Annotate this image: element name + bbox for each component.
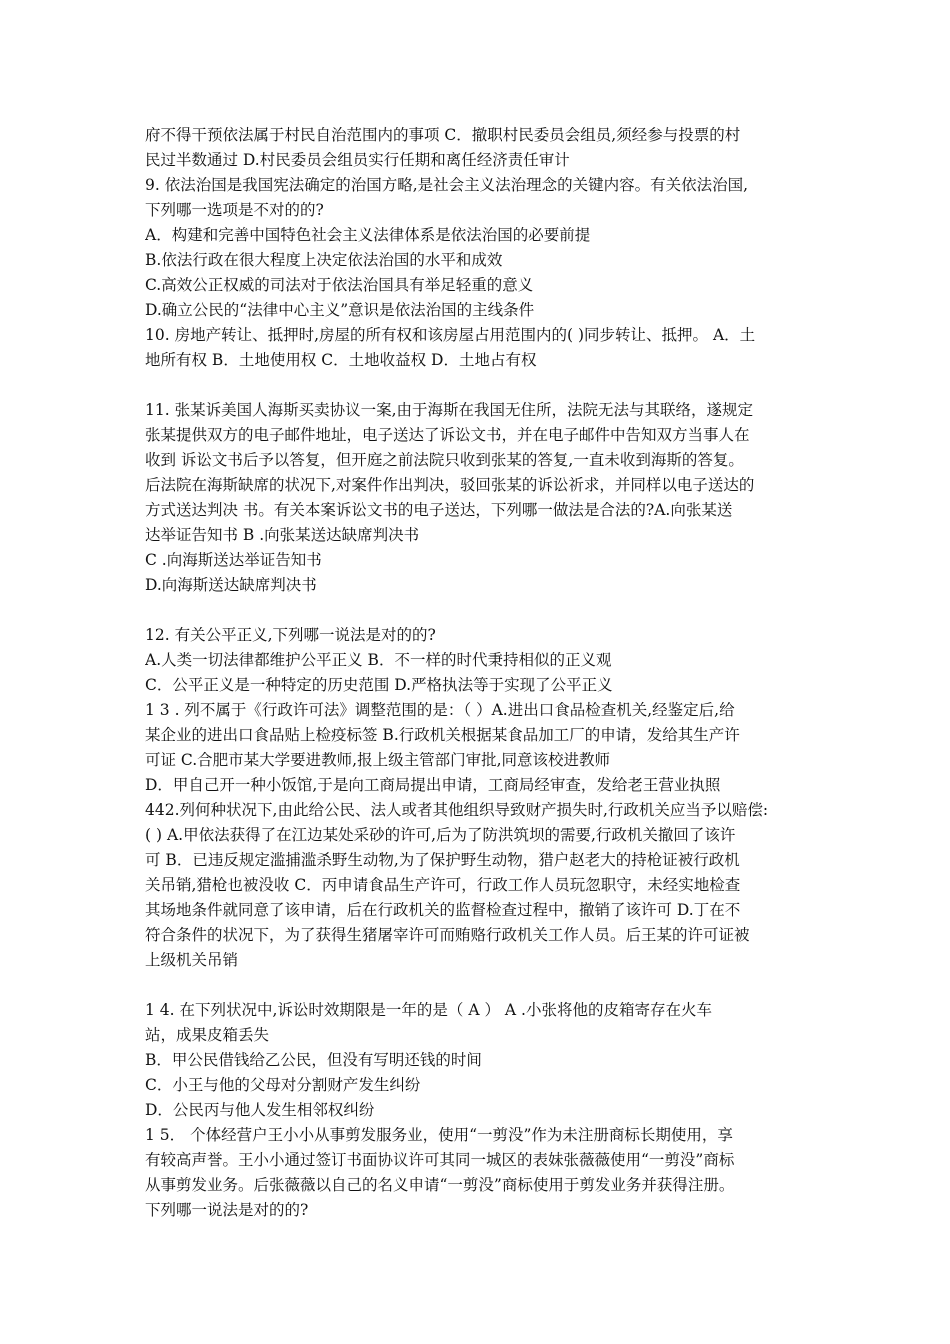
text-line: 收到 诉讼文书后予以答复，但开庭之前法院只收到张某的答复,一直未收到海斯的答复。	[145, 451, 744, 469]
text-line: 后法院在海斯缺席的状况下,对案件作出判决，驳回张某的诉讼祈求，并同样以电子送达的	[145, 476, 755, 494]
text-line: C .向海斯送达举证告知书	[145, 551, 322, 569]
text-line: 442.列何种状况下,由此给公民、法人或者其他组织导致财产损失时,行政机关应当予以赔偿:	[145, 801, 769, 819]
text-line: 民过半数通过 D.村民委员会组员实行任期和离任经济责任审计	[145, 151, 570, 169]
text-line: 下列哪一选项是不对的的?	[145, 201, 324, 219]
text-line: 从事剪发业务。后张薇薇以自己的名义申请“一剪没”商标使用于剪发业务并获得注册。	[145, 1176, 735, 1194]
text-line: A.人类一切法律都维护公平正义 B．不一样的时代秉持相似的正义观	[145, 651, 612, 669]
text-line: 有较高声誉。王小小通过签订书面协议许可其同一城区的表妹张薇薇使用“一剪没”商标	[145, 1151, 735, 1169]
text-line: 某企业的进出口食品贴上检疫标签 B.行政机关根据某食品加工厂的申请，发给其生产许	[145, 726, 740, 744]
blank-line	[145, 598, 810, 623]
text-line: 张某提供双方的电子邮件地址，电子送达了诉讼文书，并在电子邮件中告知双方当事人在	[145, 426, 750, 444]
text-line: 1 5． 个体经营户王小小从事剪发服务业，使用“一剪没”作为未注册商标长期使用，享	[145, 1126, 733, 1144]
text-line: 11. 张某诉美国人海斯买卖协议一案,由于海斯在我国无住所，法院无法与其联络，遂规定	[145, 401, 754, 419]
text-line: D．公民丙与他人发生相邻权纠纷	[145, 1101, 375, 1119]
text-line: D．甲自己开一种小饭馆,于是向工商局提出申请，工商局经审查，发给老王营业执照	[145, 776, 721, 794]
text-line: 12. 有关公平正义,下列哪一说法是对的的?	[145, 626, 436, 644]
blank-line	[145, 973, 810, 998]
text-line: 可 B．已违反规定滥捕滥杀野生动物,为了保护野生动物，猎户赵老大的持枪证被行政机	[145, 851, 740, 869]
text-line: D.确立公民的“法律中心主义”意识是依法治国的主线条件	[145, 301, 535, 319]
text-line: 站，成果皮箱丢失	[145, 1026, 270, 1044]
text-line: 9. 依法治国是我国宪法确定的治国方略,是社会主义法治理念的关键内容。有关依法治国,	[145, 176, 749, 194]
text-line: 上级机关吊销	[145, 951, 239, 969]
text-line: C.高效公正权威的司法对于依法治国具有举足轻重的意义	[145, 276, 534, 294]
text-line: 关吊销,猎枪也被没收 C．丙申请食品生产许可，行政工作人员玩忽职守，未经实地检查	[145, 876, 741, 894]
text-line: 1 3 . 列不属于《行政许可法》调整范围的是：（ ）A.进出口食品检查机关,经鉴定后,给	[145, 701, 735, 719]
text-line: 可证 C.合肥市某大学要进教师,报上级主管部门审批,同意该校进教师	[145, 751, 611, 769]
text-line: ( ) A.甲依法获得了在江边某处采砂的许可,后为了防洪筑坝的需要,行政机关撤回了该许	[145, 826, 736, 844]
text-line: 达举证告知书 B .向张某送达缺席判决书	[145, 526, 420, 544]
text-line: 地所有权 B．土地使用权 C．土地收益权 D．土地占有权	[145, 351, 537, 369]
text-line: 其场地条件就同意了该申请，后在行政机关的监督检查过程中，撤销了该许可 D.丁在不	[145, 901, 741, 919]
text-line: C．小王与他的父母对分割财产发生纠纷	[145, 1076, 421, 1094]
text-line: 方式送达判决 书。有关本案诉讼文书的电子送达，下列哪一做法是合法的?A.向张某送	[145, 501, 733, 519]
document-body	[145, 123, 810, 1223]
text-line: B.依法行政在很大程度上决定依法治国的水平和成效	[145, 251, 503, 269]
text-line: 府不得干预依法属于村民自治范围内的事项 C．撤职村民委员会组员,须经参与投票的村	[145, 126, 741, 144]
text-line: A．构建和完善中国特色社会主义法律体系是依法治国的必要前提	[145, 226, 591, 244]
blank-line	[145, 373, 810, 398]
text-line: 下列哪一说法是对的的?	[145, 1201, 309, 1219]
text-line: C．公平正义是一种特定的历史范围 D.严格执法等于实现了公平正义	[145, 676, 613, 694]
text-line: B．甲公民借钱给乙公民，但没有写明还钱的时间	[145, 1051, 482, 1069]
text-line: D.向海斯送达缺席判决书	[145, 576, 317, 594]
text-line: 符合条件的状况下，为了获得生猪屠宰许可而贿赂行政机关工作人员。后王某的许可证被	[145, 926, 750, 944]
text-line: 1 4. 在下列状况中,诉讼时效期限是一年的是（ A ） A .小张将他的皮箱寄存在火车	[145, 1001, 712, 1019]
text-line: 10. 房地产转让、抵押时,房屋的所有权和该房屋占用范围内的( )同步转让、抵押。 A．土	[145, 326, 756, 344]
